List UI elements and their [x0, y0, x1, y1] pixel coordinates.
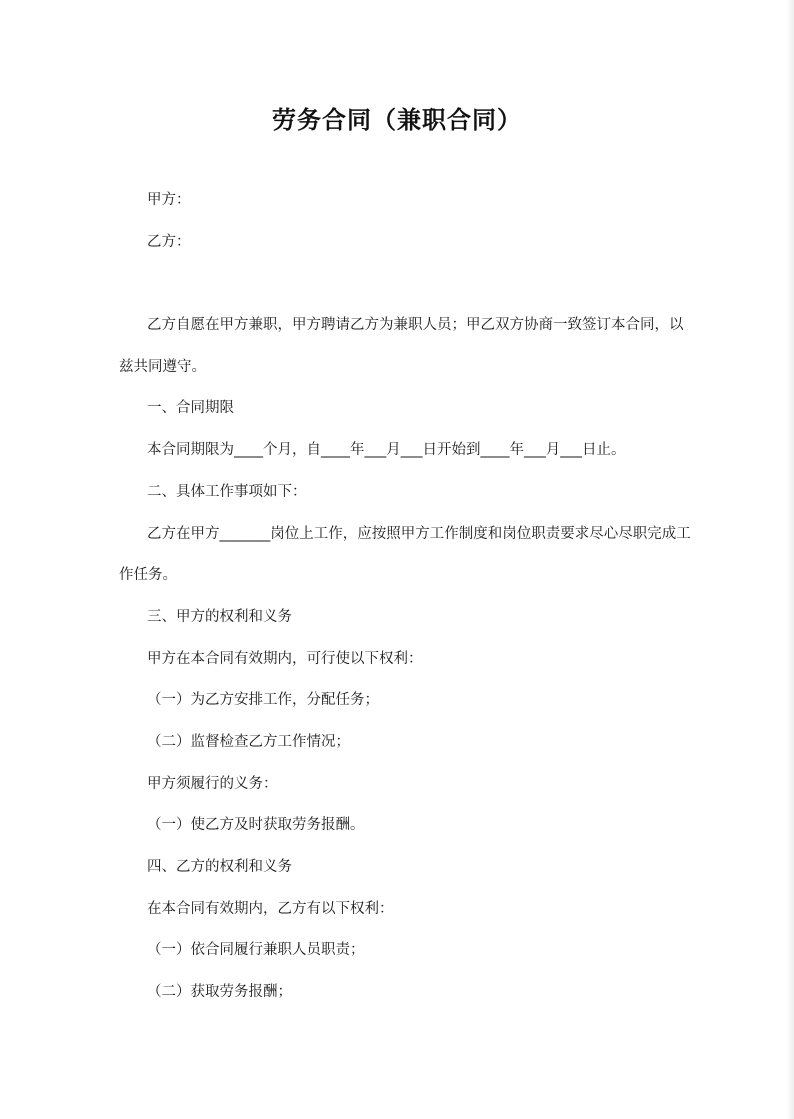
section-1-heading: 一、合同期限 [147, 400, 234, 416]
document-title: 劳务合同（兼职合同） [272, 106, 522, 134]
section-3-rights-intro: 甲方在本合同有效期内，可行使以下权利： [147, 651, 423, 667]
section-3-duties-intro: 甲方须履行的义务： [147, 776, 278, 792]
section-3-right-1: （一）为乙方安排工作，分配任务； [147, 692, 379, 708]
section-4-right-1: （一）依合同履行兼职人员职责； [147, 942, 365, 958]
section-3-heading: 三、甲方的权利和义务 [147, 609, 292, 625]
section-3-duty-1: （一）使乙方及时获取劳务报酬。 [147, 817, 365, 833]
section-2-line-1: 乙方在甲方_______岗位上工作，应按照甲方工作制度和岗位职责要求尽心尽职完成工 [147, 526, 691, 542]
section-4-rights-intro: 在本合同有效期内，乙方有以下权利： [147, 901, 394, 917]
party-b-label: 乙方： [147, 234, 191, 250]
party-a-label: 甲方： [147, 192, 191, 208]
intro-paragraph-line-2: 兹共同遵守。 [119, 359, 206, 375]
section-4-heading: 四、乙方的权利和义务 [147, 859, 292, 875]
section-1-text: 本合同期限为____个月，自____年___月___日开始到____年___月___日止。 [147, 442, 626, 458]
section-2-heading: 二、具体工作事项如下： [147, 484, 307, 500]
page-edge-shadow [786, 0, 794, 1119]
section-3-right-2: （二）监督检查乙方工作情况； [147, 734, 350, 750]
intro-paragraph-line-1: 乙方自愿在甲方兼职，甲方聘请乙方为兼职人员；甲乙双方协商一致签订本合同，以 [147, 317, 684, 333]
section-2-line-2: 作任务。 [119, 567, 177, 583]
section-4-right-2: （二）获取劳务报酬； [147, 984, 292, 1000]
